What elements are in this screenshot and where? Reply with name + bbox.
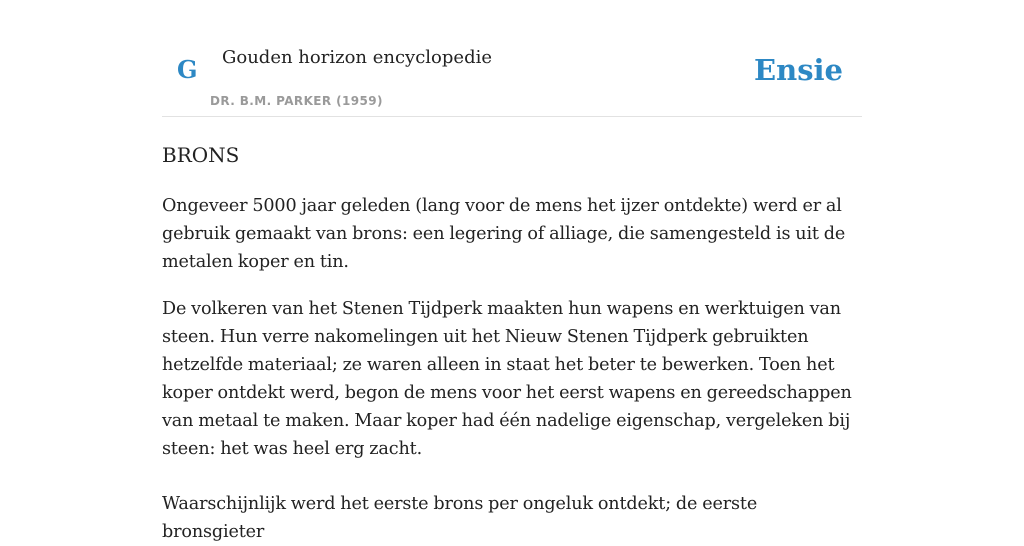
entry-paragraph-3: Waarschijnlijk werd het eerste brons per ongeluk ontdekt; de eerste bronsgieter <box>162 494 758 542</box>
book-title[interactable]: Gouden horizon encyclopedie <box>222 47 492 68</box>
book-author: DR. B.M. PARKER (1959) <box>210 94 383 108</box>
entry-paragraph-1: Ongeveer 5000 jaar geleden (lang voor de mens het ijzer ontdekte) werd er al gebruik gemaakt van brons: een legering of alliage, die samengesteld is uit de metalen koper en tin. <box>162 196 846 272</box>
entry-title: BRONS <box>162 143 240 167</box>
ensie-logo[interactable]: Ensie <box>754 53 843 87</box>
book-header <box>162 0 862 117</box>
entry-paragraph-2: De volkeren van het Stenen Tijdperk maakten hun wapens en werktuigen van steen. Hun verre nakomelingen uit het Nieuw Stenen Tijdperk gebruikten hetzelfde materiaal; ze waren alleen in staat het beter te bewerken. Toen het koper ontdekt werd, begon de mens voor het eerst wapens en gereedschappen van metaal te maken. Maar koper had één nadelige eigenschap, vergeleken bij steen: het was heel erg zacht. <box>162 299 852 459</box>
book-logo[interactable]: G <box>177 55 198 84</box>
encyclopedia-entry <box>162 140 862 546</box>
